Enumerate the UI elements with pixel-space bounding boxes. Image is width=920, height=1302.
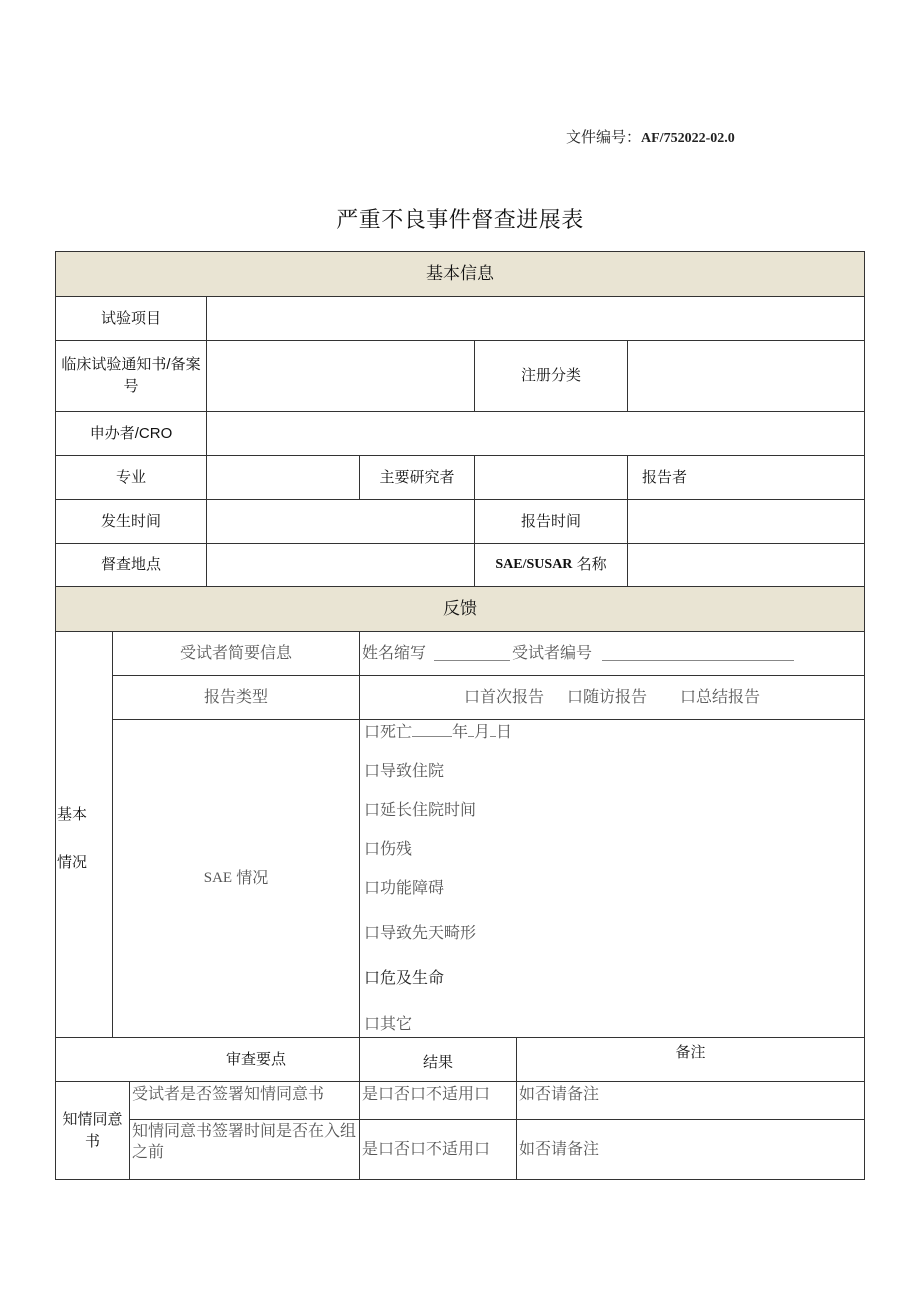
basic-info-header: 基本信息 — [56, 252, 864, 297]
informed-consent-line2: 书 — [84, 1132, 100, 1150]
sae-susar-name-text: 名称 — [576, 556, 607, 574]
occurrence-time-label: 发生时间 — [56, 500, 207, 544]
sae-susar-name-label — [475, 544, 628, 587]
sae-other-checkbox[interactable]: 口其它 — [364, 1016, 413, 1033]
trial-project-field[interactable] — [207, 297, 864, 341]
sae-situation-label — [113, 720, 360, 1038]
specialty-label: 专业 — [56, 456, 207, 500]
result-header: 结果 — [360, 1038, 517, 1082]
sae-death-checkbox[interactable]: 口死亡 — [364, 724, 413, 741]
page-title: 严重不良事件督查进展表 — [336, 207, 584, 232]
sae-dysfunction-checkbox[interactable]: 口功能障碍 — [364, 880, 445, 897]
basic-situation-line2: 情况 — [57, 854, 88, 871]
basic-situation-group — [56, 632, 113, 1038]
death-year-input[interactable] — [412, 722, 452, 737]
name-abbr-input[interactable] — [434, 646, 510, 661]
document-number — [566, 126, 735, 147]
subject-no-input[interactable] — [602, 646, 794, 661]
sae-congenital-anomaly-checkbox[interactable]: 口导致先天畸形 — [364, 925, 477, 942]
report-type-initial-checkbox[interactable]: 口首次报告 — [464, 688, 545, 706]
inspection-form-table — [55, 251, 865, 1180]
report-type-summary-checkbox[interactable]: 口总结报告 — [680, 688, 761, 706]
trial-project-label: 试验项目 — [56, 297, 207, 341]
sponsor-label: 申办者/CRO — [56, 412, 207, 456]
review-point-1: 受试者是否签署知情同意书 — [130, 1082, 360, 1120]
inspection-site-label: 督查地点 — [56, 544, 207, 587]
feedback-header: 反馈 — [56, 587, 864, 632]
report-type-options — [360, 676, 864, 720]
report-type-followup-checkbox[interactable]: 口随访报告 — [567, 688, 648, 706]
report-time-label: 报告时间 — [475, 500, 628, 544]
document-number-value: AF/752022-02.0 — [641, 131, 735, 146]
subject-no-label: 受试者编号 — [512, 644, 593, 662]
death-month-label: 月 — [474, 724, 491, 741]
death-day-label: 日 — [496, 724, 513, 741]
report-type-label: 报告类型 — [113, 676, 360, 720]
subject-info-field — [360, 632, 864, 676]
subject-info-label: 受试者简要信息 — [113, 632, 360, 676]
review-remark-1[interactable]: 如否请备注 — [517, 1082, 864, 1120]
sae-life-threatening-checkbox[interactable]: 口危及生命 — [364, 970, 445, 987]
informed-consent-group — [56, 1082, 130, 1179]
trial-notice-label — [56, 341, 207, 412]
sae-susar-name-field[interactable] — [628, 544, 864, 587]
sponsor-field[interactable] — [207, 412, 864, 456]
main-investigator-label: 主要研究者 — [360, 456, 475, 500]
sae-hospitalization-checkbox[interactable]: 口导致住院 — [364, 763, 445, 780]
sae-prolonged-hospitalization-checkbox[interactable]: 口延长住院时间 — [364, 802, 477, 819]
review-point-2: 知情同意书签署时间是否在入组之前 — [130, 1120, 360, 1179]
review-result-2[interactable]: 是口否口不适用口 — [360, 1120, 517, 1179]
review-remark-2[interactable]: 如否请备注 — [519, 1140, 600, 1158]
report-time-field[interactable] — [628, 500, 864, 544]
trial-notice-label-line1: 临床试验通知书/备案 — [61, 356, 201, 374]
document-number-label: 文件编号： — [566, 129, 642, 146]
death-year-label: 年 — [452, 724, 469, 741]
remark-header: 备注 — [517, 1038, 864, 1082]
name-abbr-label: 姓名缩写 — [362, 644, 427, 662]
informed-consent-line1: 知情同意 — [62, 1110, 123, 1128]
trial-notice-label-line2: 号 — [123, 378, 139, 395]
sae-situation-text: 情况 — [236, 869, 269, 887]
review-result-1[interactable]: 是口否口不适用口 — [360, 1082, 517, 1120]
occurrence-time-field[interactable] — [207, 500, 475, 544]
sae-code: SAE — [203, 869, 233, 886]
main-investigator-field[interactable] — [475, 456, 628, 500]
key-points-header: 审查要点 — [56, 1038, 360, 1082]
sae-death-row — [364, 721, 512, 744]
specialty-field[interactable] — [207, 456, 360, 500]
basic-situation-line1: 基本 — [57, 806, 88, 823]
sae-susar-code: SAE/SUSAR — [495, 556, 573, 572]
inspection-site-field[interactable] — [207, 544, 475, 587]
registration-category-field[interactable] — [628, 341, 864, 412]
trial-notice-field[interactable] — [207, 341, 475, 412]
registration-category-label: 注册分类 — [475, 341, 628, 412]
sae-disability-checkbox[interactable]: 口伤残 — [364, 841, 413, 858]
sae-situation-options — [360, 720, 864, 1038]
reporter-label: 报告者 — [628, 456, 864, 500]
